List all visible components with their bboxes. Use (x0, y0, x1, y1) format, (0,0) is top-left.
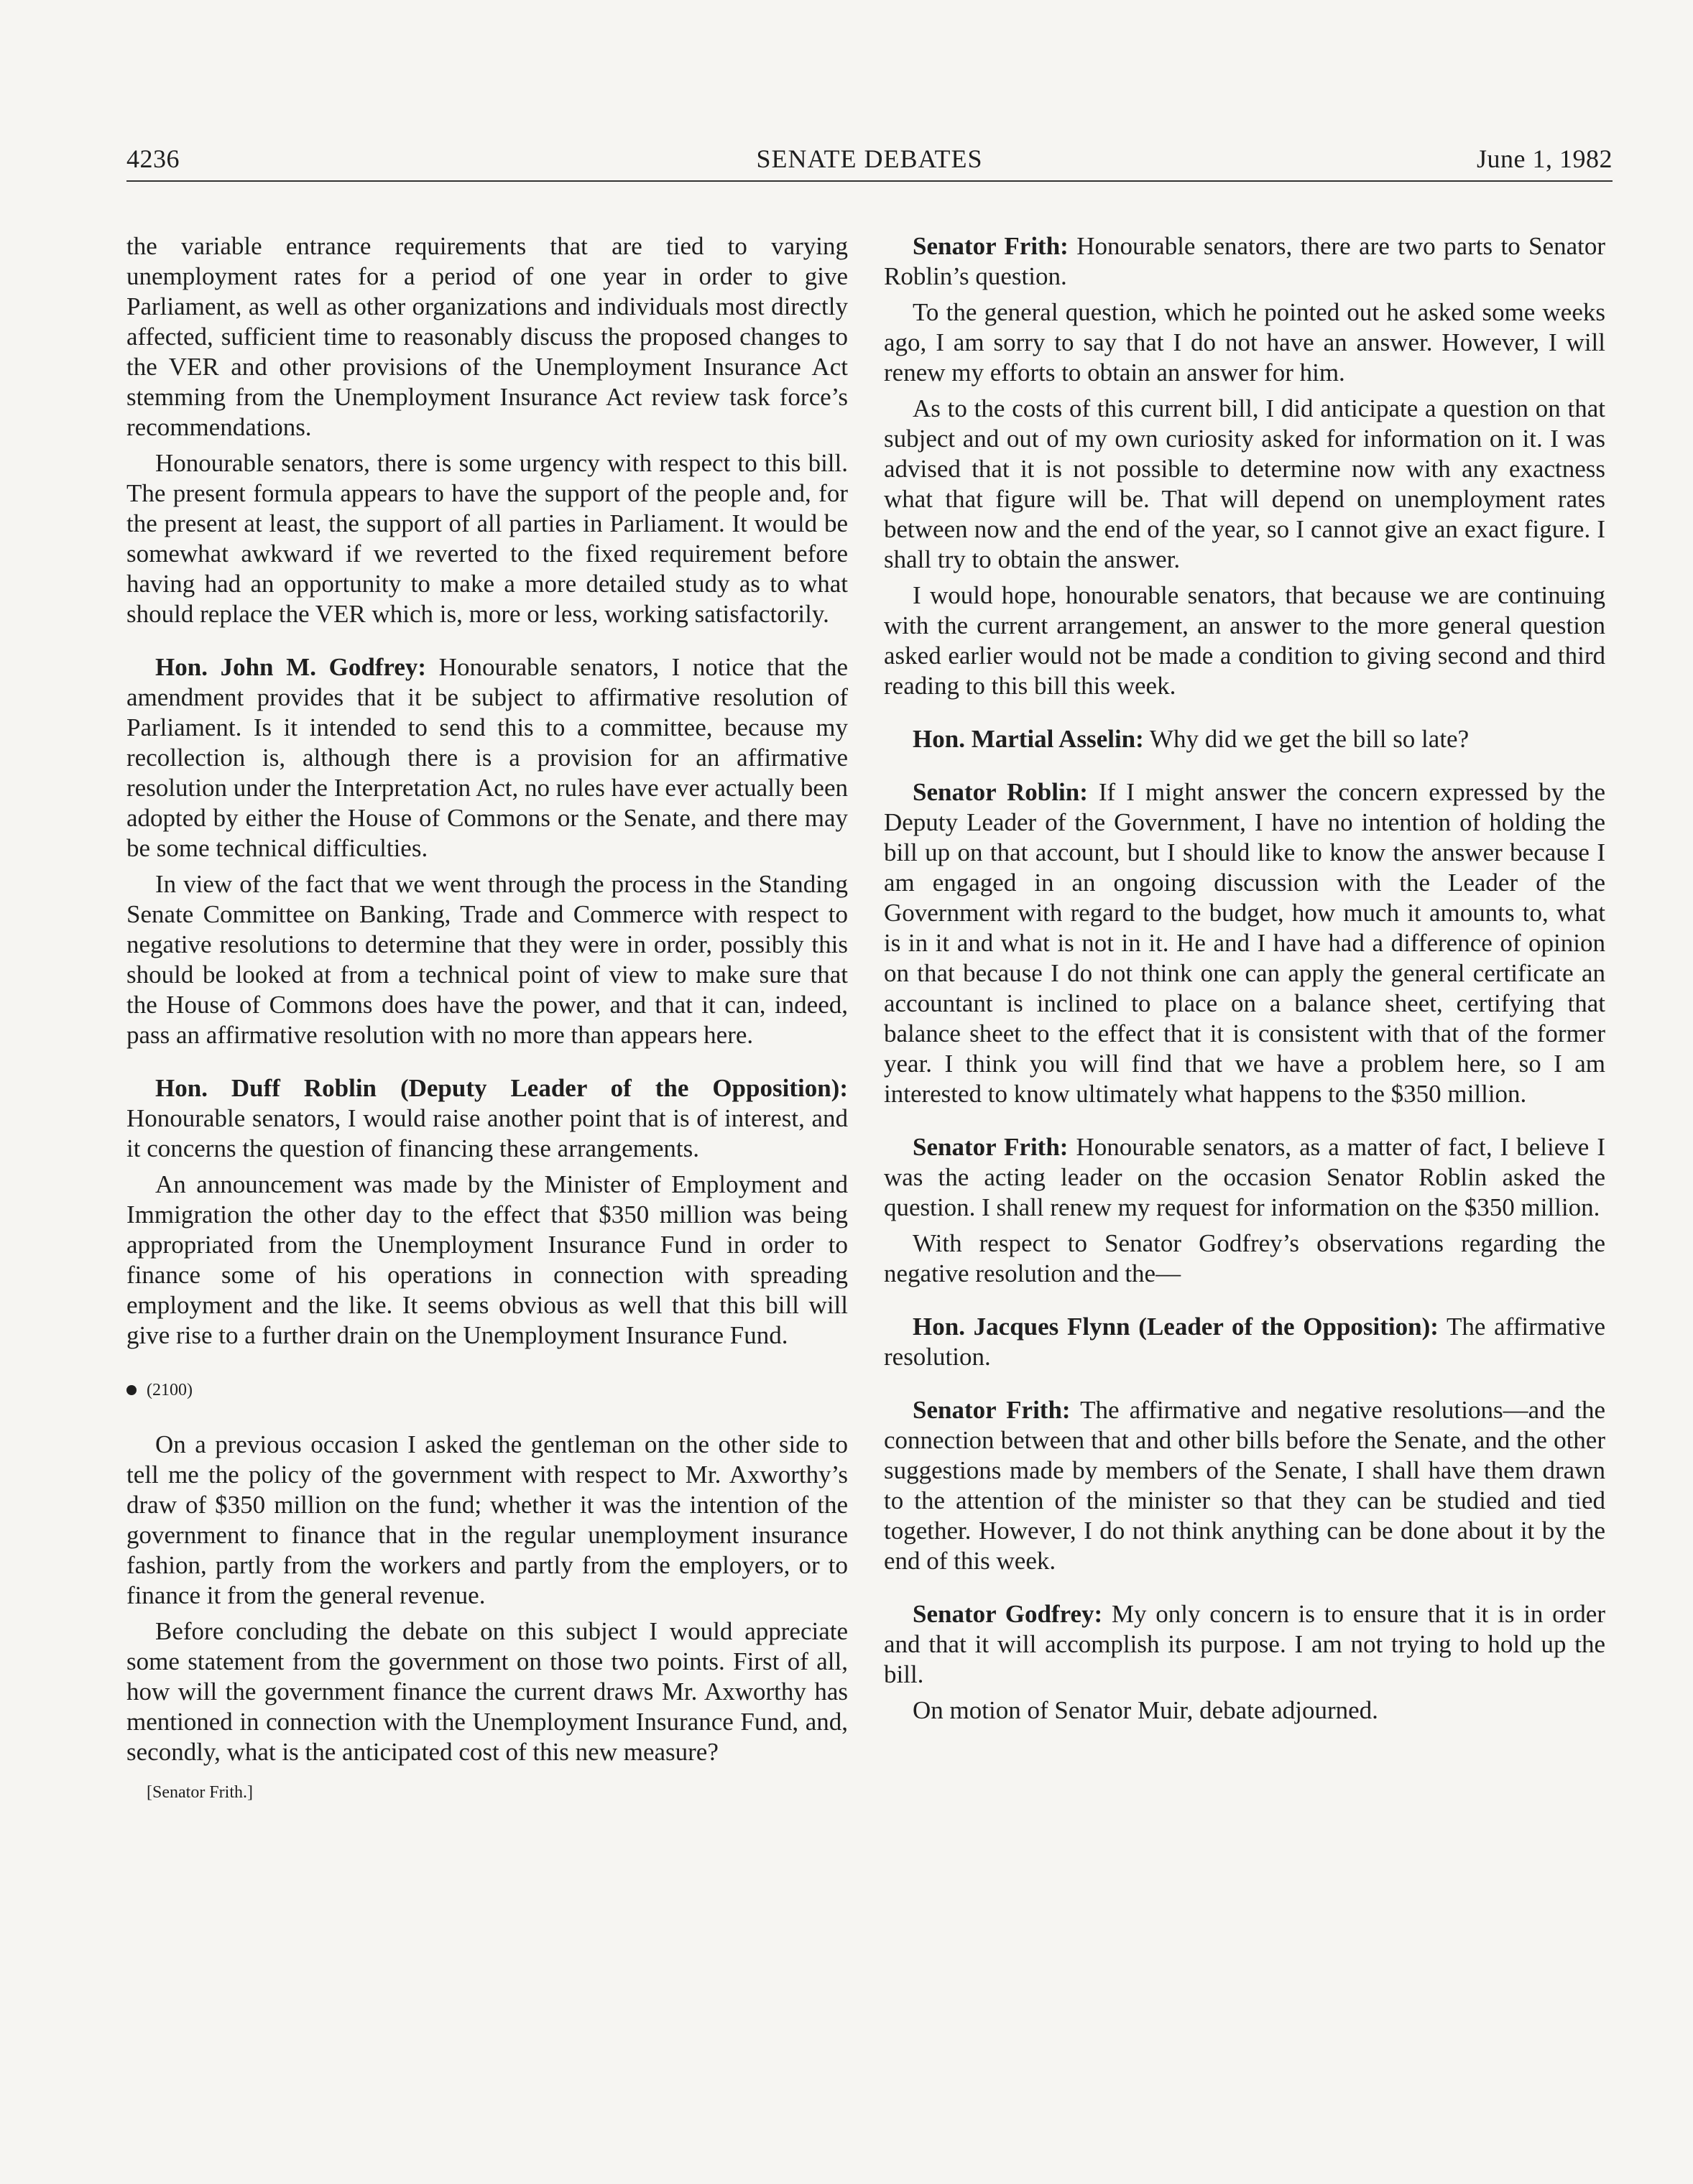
speech-paragraph (126, 652, 848, 864)
paragraph: An announcement was made by the Minister of Employment and Immigration the other day to the effect that $350 million was being appropriated from the Unemployment Insurance Fund in order to finance some of his operations in connection with spreading employment and the like. It seems obvious as well that this bill will give rise to a further drain on the Unemployment Insurance Fund. (126, 1170, 848, 1349)
page-number: 4236 (126, 144, 180, 173)
paragraph: I would hope, honourable senators, that because we are continuing with the current arrangement, an answer to the more general question asked earlier would not be made a condition to giving second and third reading to this bill this week. (884, 581, 1605, 700)
paragraph: With respect to Senator Godfrey’s observations regarding the negative resolution and the— (884, 1229, 1605, 1287)
speech-text: If I might answer the concern expressed by the Deputy Leader of the Government, I have no intention of holding the bill up on that account, but I should like to know the answer because I am engaged in an ongoing discussion with the Leader of the Government with regard to the budget, how much it amounts to, what is in it and what is not in it. He and I have had a difference of opinion on that because I do not think one can apply the general certificate an accountant is inclined to place on a balance sheet, certifying that balance sheet to the effect that it is consistent with that of the former year. I think you will find that we have a problem here, so I am interested to know ultimately what happens to the $350 million. (884, 778, 1605, 1108)
time-marker-text: (2100) (147, 1381, 193, 1399)
paragraph: On a previous occasion I asked the gentleman on the other side to tell me the policy of the government with respect to Mr. Axworthy’s draw of $350 million on the fund; whether it was the intention of the government to finance that in the regular unemployment insurance fashion, partly from the workers and partly from the employers, or to finance it from the general revenue. (126, 1430, 848, 1609)
speaker-name: Hon. Martial Asselin: (913, 725, 1144, 753)
paragraph: Before concluding the debate on this subject I would appreciate some statement from the government on those two points. First of all, how will the government finance the current draws Mr. Axworthy has mentioned in connection with the Unemployment Insurance Fund, and, secondly, what is the anticipated cost of this new measure? (126, 1617, 848, 1766)
paragraph: the variable entrance requirements that are tied to varying unemployment rates for a period of one year in order to give Parliament, as well as other organizations and individuals most directly affected, sufficient time to reasonably discuss the proposed changes to the VER and other provisions of the Unemployment Insurance Act stemming from the Unemployment Insurance Act review task force’s recommendations. (126, 232, 848, 441)
publication-title: SENATE DEBATES (756, 144, 983, 173)
speaker-name: Senator Frith: (913, 1396, 1071, 1424)
paragraph: To the general question, which he pointed out he asked some weeks ago, I am sorry to say that I do not have an answer. However, I will renew my efforts to obtain an answer for him. (884, 298, 1605, 387)
bullet-icon (126, 1385, 137, 1395)
speaker-name: Hon. Jacques Flynn (Leader of the Opposition): (913, 1313, 1439, 1341)
speech-paragraph (884, 724, 1605, 754)
speaker-name: Senator Frith: (913, 1133, 1069, 1161)
speech-text: Why did we get the bill so late? (1143, 725, 1470, 753)
speech-text: The affirmative and negative resolutions—and the connection between that and other bills before the Senate, and the other suggestions made by members of the Senate, I shall have them drawn to the attention of the minister so that they can be studied and tied together. However, I do not think anything can be done about it by the end of this week. (884, 1396, 1605, 1575)
speaker-name: Hon. John M. Godfrey: (155, 653, 427, 681)
publication-date: June 1, 1982 (1477, 144, 1613, 173)
speech-paragraph (884, 231, 1605, 292)
speech-text: My only concern is to ensure that it is in order and that it will accomplish its purpose. I am not trying to hold up the bill. (884, 1600, 1605, 1688)
speaker-name: Senator Frith: (913, 232, 1069, 260)
speaker-name: Senator Godfrey: (913, 1600, 1103, 1628)
speaker-name: Senator Roblin: (913, 778, 1088, 806)
page-footnote: [Senator Frith.] (147, 1783, 253, 1802)
paragraph: As to the costs of this current bill, I did anticipate a question on that subject and out of my own curiosity asked for information on it. I was advised that it is not possible to determine now with any exactness what that figure will be. That will depend on unemployment rates between now and the end of the year, so I cannot give an exact figure. I shall try to obtain the answer. (884, 394, 1605, 573)
left-column (126, 231, 848, 1803)
paragraph: Honourable senators, there is some urgency with respect to this bill. The present formula appears to have the support of the people and, for the present at least, the support of all parties in Parliament. It would be somewhat awkward if we reverted to the fixed requirement before having had an opportunity to make a more detailed study as to what should replace the VER which is, more or less, working satisfactorily. (126, 449, 848, 628)
speech-paragraph (884, 1599, 1605, 1690)
speech-paragraph (884, 1312, 1605, 1372)
speech-paragraph (884, 1132, 1605, 1223)
speech-paragraph (884, 777, 1605, 1109)
speech-text: Honourable senators, I notice that the amendment provides that it be subject to affirmative resolution of Parliament. Is it intended to send this to a committee, because my recollection is, although there is a provision for an affirmative resolution under the Interpretation Act, no rules have ever actually been adopted by either the House of Commons or the Senate, and there may be some technical difficulties. (126, 653, 848, 862)
speaker-name: Hon. Duff Roblin (Deputy Leader of the Opposition): (155, 1074, 848, 1102)
paragraph: On motion of Senator Muir, debate adjourned. (913, 1696, 1378, 1724)
time-marker (126, 1379, 848, 1401)
page-header (126, 144, 1613, 184)
speech-text: Honourable senators, as a matter of fact, I believe I was the acting leader on the occasion Senator Roblin asked the question. I shall renew my request for information on the $350 million. (884, 1133, 1606, 1221)
speech-text: Honourable senators, I would raise another point that is of interest, and it concerns the question of financing these arrangements. (126, 1104, 848, 1162)
right-column (884, 231, 1605, 1731)
speech-text: The affirmative resolution. (884, 1313, 1605, 1371)
header-divider (126, 180, 1613, 182)
speech-paragraph (884, 1395, 1605, 1576)
speech-text: Honourable senators, there are two parts to Senator Roblin’s question. (884, 232, 1606, 290)
paragraph: In view of the fact that we went through the process in the Standing Senate Committee on Banking, Trade and Commerce with respect to negative resolutions to determine that they were in order, possibly this should be looked at from a technical point of view to make sure that the House of Commons does have the power, and that it can, indeed, pass an affirmative resolution with no more than appears here. (126, 870, 848, 1049)
speech-paragraph (126, 1073, 848, 1164)
